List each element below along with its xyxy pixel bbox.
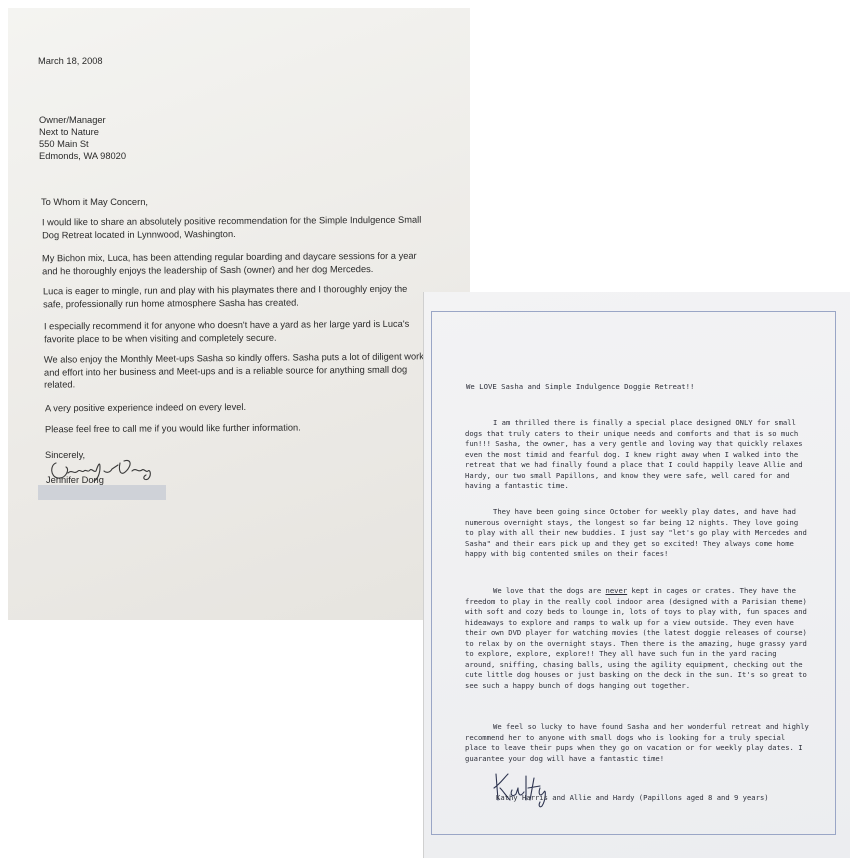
address-line: Next to Nature	[39, 127, 99, 137]
letter-paragraph: I am thrilled there is finally a special place designed ONLY for small dogs that truly caters to their unique needs and comforts and that is so much fun!!! Sasha, the owner, has a very gentle and loving way that quickly relaxes even the most timid and fearful dog. I knew right away when I walked into the retreat that we had finally found a place that I could happily leave Allie and Hardy, our two small Papillons, and know they were safe, well cared for and having a fantastic time.	[465, 418, 803, 490]
letter-paragraph: A very positive experience indeed on every level.	[44, 401, 247, 414]
signoff: Kathy Harris and Allie and Hardy (Papillons aged 8 and 9 years)	[496, 793, 769, 802]
letter-paragraph: I especially recommend it for anyone who doesn't have a yard as her large yard is Luca's favorite place to be when visiting and completely secure.	[43, 318, 410, 344]
letter-heading: We LOVE Sasha and Simple Indulgence Doggie Retreat!!	[466, 382, 695, 391]
address-line: 550 Main St	[39, 139, 89, 149]
letter-paragraph: I would like to share an absolutely positive recommendation for the Simple Indulgence Small Dog Retreat located in Lynnwood, Washington.	[41, 214, 422, 240]
closing: Sincerely,	[45, 450, 86, 460]
letter-paragraph	[465, 586, 810, 691]
salutation: To Whom it May Concern,	[41, 197, 148, 207]
recommendation-letter-kathy	[424, 292, 850, 858]
signature-name: Jennifer Dong	[46, 475, 104, 485]
recommendation-letter-jennifer	[8, 8, 470, 620]
letter-paragraph: My Bichon mix, Luca, has been attending regular boarding and daycare sessions for a year and he thoroughly enjoys the leadership of Sash (owner) and her dog Mercedes.	[41, 250, 417, 276]
redacted-contact	[38, 485, 166, 500]
letter-date: March 18, 2008	[38, 56, 103, 66]
paragraph-text: kept in cages or crates. They have the freedom to play in the really cool indoor area (designed with a Parisian theme) with soft and cozy beds to lounge in, lots of toys to play with, fun spaces and hideaways to explore and ramps to walk up for a view outside. They even have their own DVD player for watching movies (the latest doggie releases of course) to relax by on the overnight stays. Then there is the amazing, huge grassy yard to explore, explore, explore!! They all have such fun in the yard racing around, sniffing, chasing balls, using the agility equipment, checking out the cute little dog houses or just basking on the deck in the sun. It's so great to see such a happy bunch of dogs hanging out together.	[465, 586, 807, 690]
underlined-word: never	[605, 586, 628, 595]
letter-paragraph: We feel so lucky to have found Sasha and her wonderful retreat and highly recommend her to anyone with small dogs who is looking for a truly special place to leave their pups when they go on vacation or for weekly play dates. I guarantee your dog will have a fantastic time!	[465, 722, 809, 763]
letter-paragraph: Please feel free to call me if you would like further information.	[44, 422, 301, 435]
handwritten-signature	[490, 770, 550, 810]
paragraph-text: We love that the dogs are	[493, 586, 606, 595]
address-line: Owner/Manager	[39, 115, 106, 125]
letter-paragraph: We also enjoy the Monthly Meet-ups Sasha so kindly offers. Sasha puts a lot of diligent work and effort into her business and Meet-ups and is a reliable source for anything small dog related.	[43, 351, 424, 390]
letter-paragraph: They have been going since October for weekly play dates, and have had numerous overnight stays, the longest so far being 12 nights. They love going to play with all their new buddies. I just say "let's go play with Mercedes and Sasha" and their ears pick up and they get so excited! They always come home happy with big contented smiles on their faces!	[465, 507, 807, 558]
letter-paragraph: Luca is eager to mingle, run and play with his playmates there and I thoroughly enjoy the safe, professionally run home atmosphere Sasha has created.	[42, 283, 408, 309]
address-line: Edmonds, WA 98020	[39, 151, 126, 161]
